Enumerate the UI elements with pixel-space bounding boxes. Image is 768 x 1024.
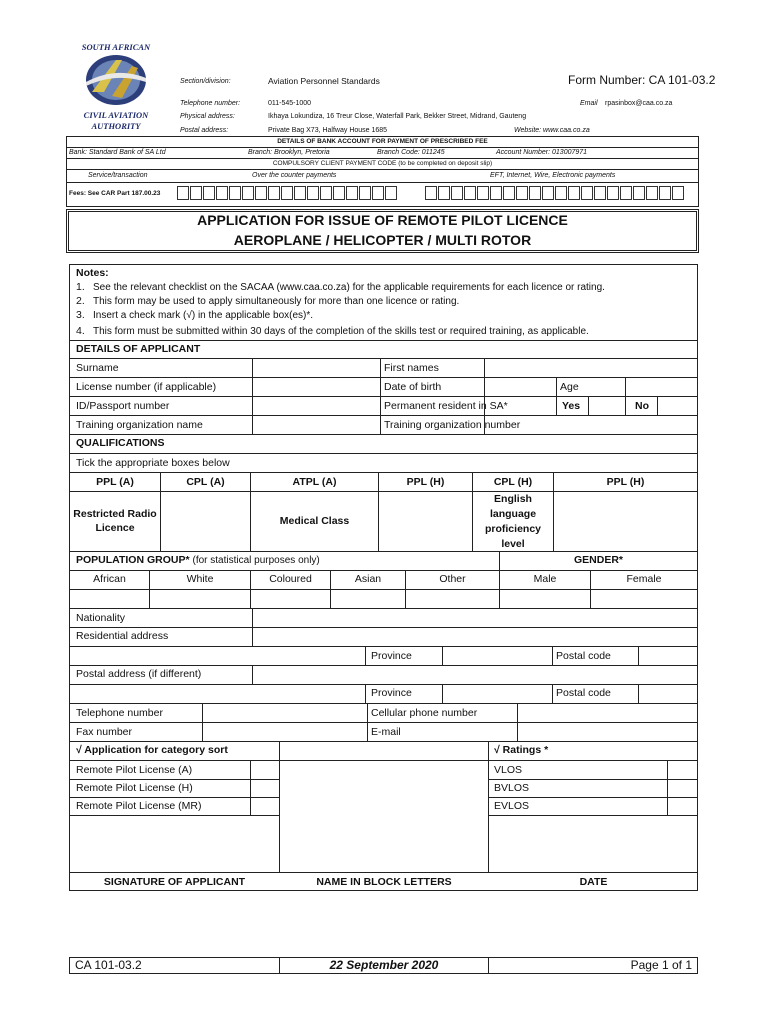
- white-checkbox[interactable]: [150, 590, 249, 607]
- dob-label: Date of birth: [384, 381, 442, 393]
- rpl-a-label: Remote Pilot License (A): [76, 764, 193, 776]
- female-checkbox[interactable]: [591, 590, 697, 607]
- org-name-top: SOUTH AFRICAN: [81, 42, 151, 52]
- payment-code-boxes-right[interactable]: [425, 186, 685, 203]
- province-label: Province: [371, 650, 412, 662]
- postal-code-label: Postal code: [556, 650, 611, 662]
- id-input[interactable]: [253, 397, 379, 414]
- postal-diff-input[interactable]: [253, 666, 697, 683]
- african-checkbox[interactable]: [70, 590, 148, 607]
- email-input[interactable]: [518, 723, 697, 740]
- postal-label: Postal address:: [180, 127, 229, 134]
- note-1: See the relevant checklist on the SACAA (www.caa.co.za) for the applicable requirements for each licence or rating.: [93, 282, 605, 293]
- email-label: Email: [580, 100, 598, 107]
- note-2: This form may be used to apply simultaneously for more than one licence or rating.: [93, 296, 460, 307]
- yes-label: Yes: [562, 400, 581, 412]
- footer-form-code: CA 101-03.2: [75, 958, 142, 972]
- ppl-a-label: PPL (A): [96, 476, 134, 488]
- form-number: Form Number: CA 101-03.2: [568, 73, 716, 87]
- block-letters-input[interactable]: [280, 742, 487, 871]
- evlos-checkbox[interactable]: [668, 798, 697, 814]
- footer-date: 22 September 2020: [329, 958, 439, 972]
- over-counter-label: Over the counter payments: [252, 172, 337, 179]
- form-title-line1: APPLICATION FOR ISSUE OF REMOTE PILOT LICENCE: [197, 212, 568, 228]
- province-label-2: Province: [371, 687, 412, 699]
- tel-label: Telephone number:: [180, 100, 241, 107]
- section-label: Section/division:: [180, 78, 231, 85]
- no-label: No: [635, 400, 649, 412]
- medical-class-label: Medical Class: [279, 515, 350, 527]
- white-label: White: [186, 573, 214, 585]
- permanent-label: Permanent resident in SA*: [384, 400, 508, 412]
- residential-label: Residential address: [76, 630, 169, 642]
- payment-code-boxes-left[interactable]: [177, 186, 398, 203]
- form-title-line2: AEROPLANE / HELICOPTER / MULTI ROTOR: [233, 232, 532, 248]
- no-checkbox[interactable]: [658, 397, 697, 414]
- block-letters-label: NAME IN BLOCK LETTERS: [316, 876, 452, 888]
- restricted-radio-input[interactable]: [161, 492, 249, 550]
- note-3-number: 3.: [76, 309, 85, 321]
- fax-input[interactable]: [203, 723, 366, 740]
- id-label: ID/Passport number: [76, 400, 170, 412]
- service-label: Service/transaction: [88, 172, 148, 179]
- yes-checkbox[interactable]: [589, 397, 624, 414]
- applicant-heading: DETAILS OF APPLICANT: [76, 343, 201, 355]
- rpl-h-checkbox[interactable]: [251, 780, 278, 796]
- postal-address-line2[interactable]: [70, 685, 364, 702]
- date-label: DATE: [579, 876, 608, 888]
- other-label: Other: [439, 573, 466, 585]
- dob-input[interactable]: [485, 378, 555, 395]
- vlos-label: VLOS: [494, 764, 523, 776]
- population-subheading: (for statistical purposes only): [192, 555, 320, 566]
- restricted-radio-label: Restricted Radio Licence: [73, 508, 157, 534]
- english-proficiency-label: English language proficiency level: [484, 493, 542, 550]
- male-checkbox[interactable]: [500, 590, 589, 607]
- population-heading: [76, 554, 320, 567]
- notes-heading: Notes:: [76, 267, 109, 279]
- tick-instruction: Tick the appropriate boxes below: [76, 457, 230, 469]
- vlos-checkbox[interactable]: [668, 761, 697, 778]
- coloured-label: Coloured: [269, 573, 312, 585]
- fax-label: Fax number: [76, 726, 133, 738]
- bank-account: Account Number: 013007971: [496, 149, 588, 156]
- note-2-number: 2.: [76, 295, 85, 307]
- eft-label: EFT, Internet, Wire, Electronic payments: [490, 172, 616, 179]
- postal-code-input[interactable]: [639, 647, 697, 664]
- rpl-a-checkbox[interactable]: [251, 761, 278, 778]
- ratings-heading: √ Ratings *: [494, 744, 549, 756]
- bank-branch: Branch: Brooklyn, Pretoria: [248, 149, 330, 156]
- footer-page: Page 1 of 1: [630, 958, 692, 972]
- african-label: African: [93, 573, 126, 585]
- telephone-label: Telephone number: [76, 707, 163, 719]
- org-name-line2: CIVIL AVIATION: [83, 110, 149, 120]
- ppl-h-label-2: PPL (H): [606, 476, 645, 488]
- compulsory-code: COMPULSORY CLIENT PAYMENT CODE (to be completed on deposit slip): [272, 160, 493, 167]
- license-number-label: License number (if applicable): [76, 381, 217, 393]
- cpl-h-label: CPL (H): [493, 476, 533, 488]
- note-3: Insert a check mark (√) in the applicable box(es)*.: [93, 310, 314, 321]
- telephone-input[interactable]: [203, 704, 366, 721]
- female-label: Female: [626, 573, 662, 585]
- postal-code-label-2: Postal code: [556, 687, 611, 699]
- age-label: Age: [560, 381, 579, 393]
- english-proficiency-input[interactable]: [554, 492, 697, 550]
- cellular-label: Cellular phone number: [371, 707, 478, 719]
- postal-value: Private Bag X73, Halfway House 1685: [268, 127, 388, 134]
- training-org-number-label: Training organization number: [384, 419, 521, 431]
- signature-label: SIGNATURE OF APPLICANT: [103, 876, 246, 888]
- email-field-label: E-mail: [371, 726, 401, 738]
- male-label: Male: [533, 573, 557, 585]
- org-name-line3: AUTHORITY: [91, 121, 141, 131]
- section-value: Aviation Personnel Standards: [268, 76, 380, 86]
- nationality-input[interactable]: [253, 609, 697, 626]
- other-checkbox[interactable]: [406, 590, 498, 607]
- bvlos-label: BVLOS: [494, 782, 530, 794]
- training-org-number-input[interactable]: [485, 416, 697, 433]
- bank-name: Bank: Standard Bank of SA Ltd: [69, 149, 166, 156]
- first-names-label: First names: [384, 362, 439, 374]
- cpl-a-label: CPL (A): [186, 476, 225, 488]
- asian-checkbox[interactable]: [331, 590, 404, 607]
- rpl-mr-checkbox[interactable]: [251, 798, 278, 814]
- email-value: rpasinbox@caa.co.za: [605, 100, 673, 107]
- training-org-input[interactable]: [253, 416, 379, 433]
- nationality-label: Nationality: [76, 612, 126, 624]
- population-heading-label: POPULATION GROUP*: [76, 554, 190, 566]
- asian-label: Asian: [354, 573, 382, 585]
- province-input[interactable]: [443, 647, 551, 664]
- age-input[interactable]: [626, 378, 697, 395]
- training-org-label: Training organization name: [76, 419, 203, 431]
- date-input[interactable]: [489, 816, 697, 871]
- note-4-number: 4.: [76, 325, 85, 337]
- caa-logo-icon: [82, 52, 150, 108]
- ppl-h-label: PPL (H): [406, 476, 445, 488]
- postal-code-input-2[interactable]: [639, 685, 697, 702]
- note-4: This form must be submitted within 30 days of the completion of the skills test or required training, as applicable.: [93, 326, 589, 337]
- bank-branch-code: Branch Code: 011245: [377, 149, 445, 156]
- signature-input[interactable]: [70, 816, 278, 871]
- note-1-number: 1.: [76, 281, 85, 293]
- surname-input[interactable]: [253, 359, 379, 376]
- rpl-mr-label: Remote Pilot License (MR): [76, 800, 202, 812]
- qualifications-heading: QUALIFICATIONS: [76, 437, 165, 449]
- atpl-a-label: ATPL (A): [292, 476, 337, 488]
- physical-value: Ikhaya Lokundiza, 16 Treur Close, Waterfall Park, Bekker Street, Midrand, Gauteng: [268, 113, 527, 120]
- medical-class-input[interactable]: [379, 492, 471, 550]
- category-heading: √ Application for category sort: [76, 744, 228, 756]
- rpl-h-label: Remote Pilot License (H): [76, 782, 193, 794]
- fees-label: Fees: See CAR Part 187.00.23: [69, 190, 161, 197]
- evlos-label: EVLOS: [494, 800, 530, 812]
- first-names-input[interactable]: [485, 359, 697, 376]
- bvlos-checkbox[interactable]: [668, 780, 697, 796]
- tel-value: 011-545-1000: [268, 100, 312, 107]
- gender-heading: GENDER*: [573, 554, 623, 566]
- cellular-input[interactable]: [518, 704, 697, 721]
- coloured-checkbox[interactable]: [251, 590, 329, 607]
- postal-diff-label: Postal address (if different): [76, 668, 202, 680]
- province-input-2[interactable]: [443, 685, 551, 702]
- website: Website: www.caa.co.za: [514, 127, 590, 134]
- surname-label: Surname: [76, 362, 119, 374]
- residential-address-line2[interactable]: [70, 647, 364, 664]
- bank-title: DETAILS OF BANK ACCOUNT FOR PAYMENT OF PRESCRIBED FEE: [277, 138, 488, 145]
- residential-input[interactable]: [253, 628, 697, 645]
- license-number-input[interactable]: [253, 378, 379, 395]
- physical-label: Physical address:: [180, 113, 235, 120]
